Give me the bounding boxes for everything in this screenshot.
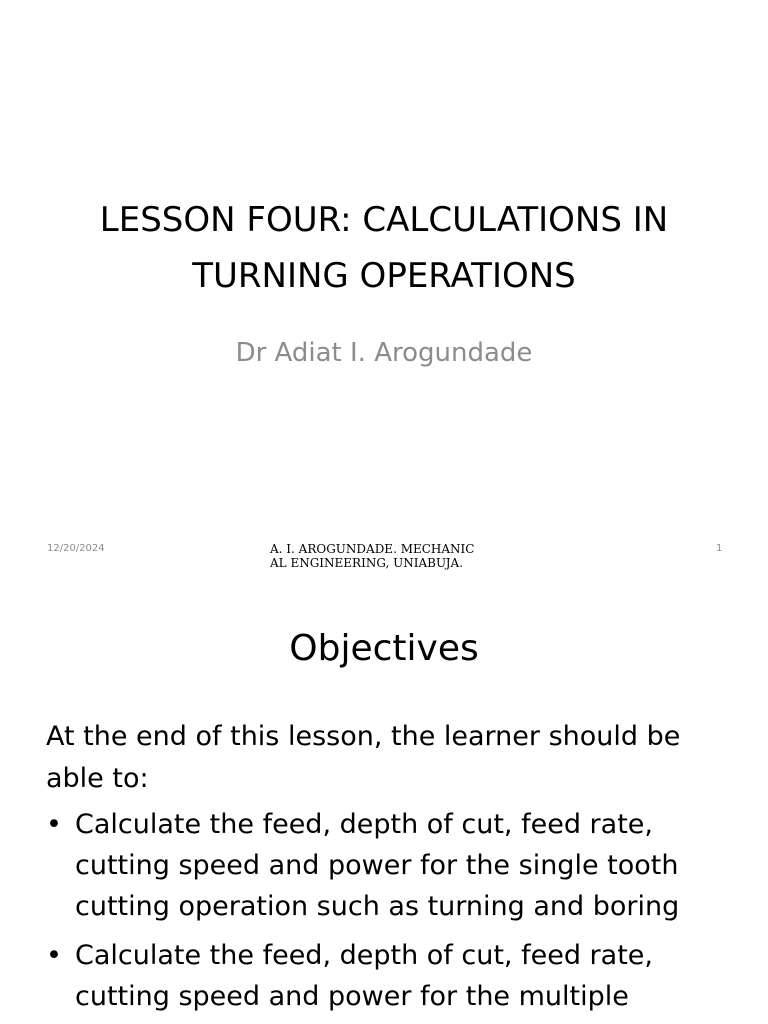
objective-text-2: Calculate the feed, depth of cut, feed rate, cutting speed and power for the multiple (75, 940, 653, 1012)
slide-2-intro: At the end of this lesson, the learner should be able to: (46, 721, 681, 794)
slide-1-footer-text-line-2: AL ENGINEERING, UNIABUJA. (270, 556, 464, 570)
slide-2 (0, 582, 768, 1024)
slide-1-title (40, 192, 728, 304)
slide-1-title-line-1: LESSON FOUR: CALCULATIONS IN (99, 200, 669, 240)
slide-1-footer-date: 12/20/2024 (47, 543, 105, 554)
objective-text-1: Calculate the feed, depth of cut, feed rate, cutting speed and power for the single tooth cutting operation such as turning and boring (75, 809, 680, 922)
slide-1-subtitle: Dr Adiat I. Arogundade (235, 338, 533, 368)
bullet-icon: • (46, 809, 62, 840)
slide-1-page-number: 1 (716, 543, 723, 554)
objective-item-2 (46, 935, 736, 1017)
slide-2-title: Objectives (289, 628, 479, 669)
slide-1-footer-text-line-1: A. I. AROGUNDADE. MECHANIC (270, 542, 475, 556)
slide-1-footer-text (270, 542, 500, 570)
bullet-icon: • (46, 940, 62, 971)
objectives-list (46, 804, 736, 1024)
slide-1-title-line-2: TURNING OPERATIONS (192, 256, 576, 296)
objective-item-1 (46, 804, 736, 927)
